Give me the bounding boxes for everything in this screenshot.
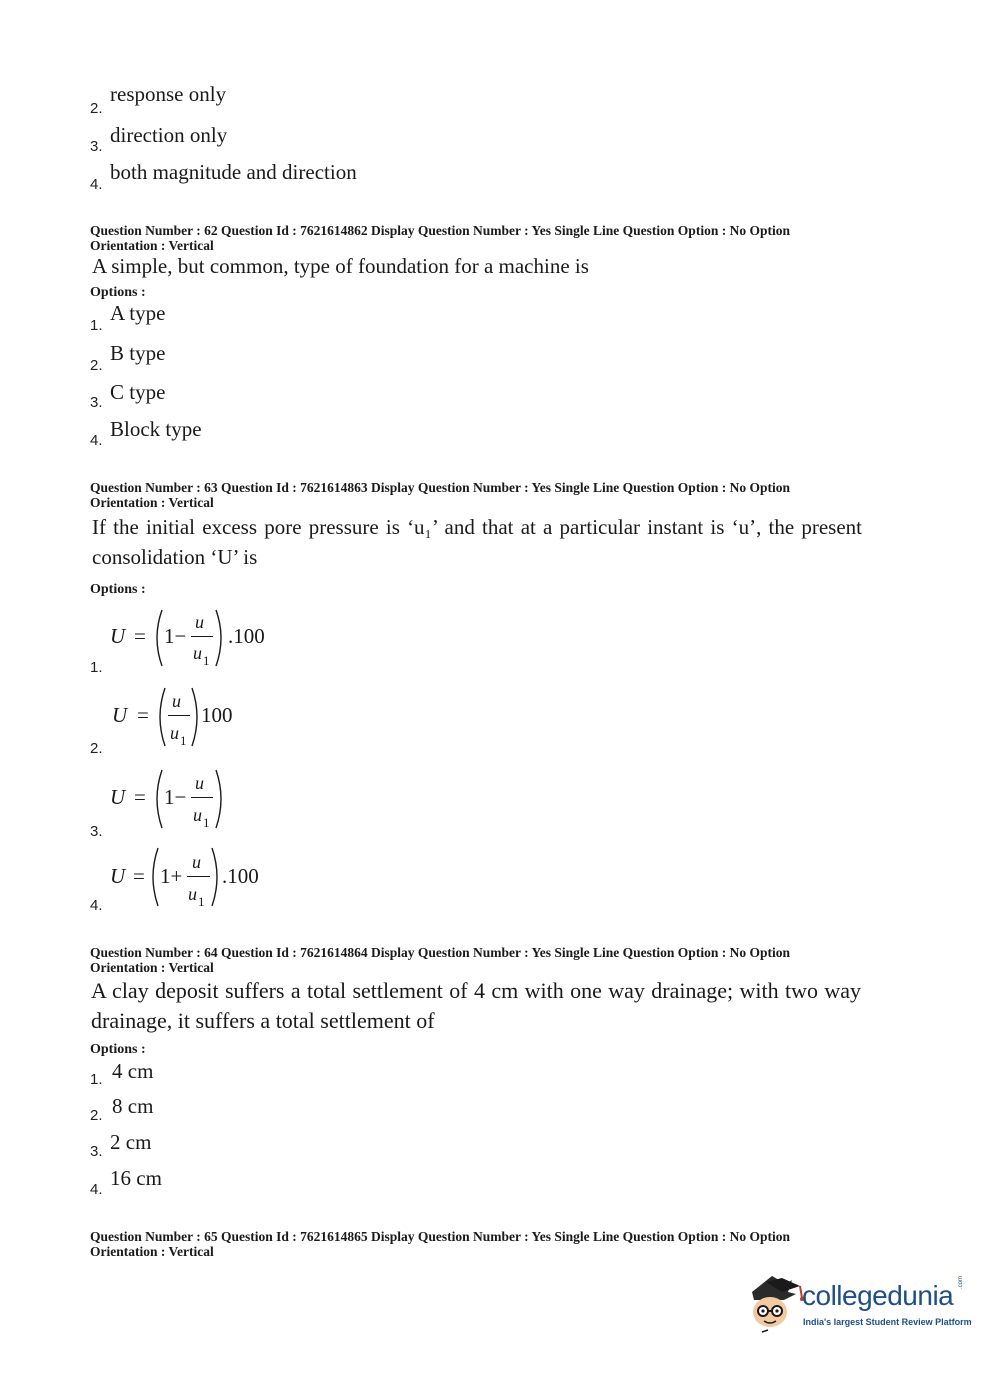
left-paren <box>150 608 164 668</box>
options-label: Options : <box>90 582 146 597</box>
fraction-subscript: 1 <box>198 894 205 909</box>
brand-name: collegedunia <box>802 1280 954 1311</box>
meta-line-1: Question Number : 64 Question Id : 7621614864 Display Question Number : Yes Single Line Question Option : No Option <box>90 945 790 960</box>
meta-line-2: Orientation : Vertical <box>90 495 214 510</box>
right-paren <box>214 608 228 668</box>
meta-line-2: Orientation : Vertical <box>90 238 214 253</box>
fraction-bar <box>191 797 213 798</box>
option-number: 2. <box>90 100 103 117</box>
question-text: A simple, but common, type of foundation for a machine is <box>92 254 589 278</box>
mascot-icon <box>742 1270 804 1338</box>
option-number: 4. <box>90 432 103 449</box>
fraction-numerator: u <box>195 612 204 632</box>
option-number: 2. <box>90 1107 103 1124</box>
options-label: Options : <box>90 285 146 300</box>
meta-line-1: Question Number : 63 Question Id : 7621614863 Display Question Number : Yes Single Line Question Option : No Option <box>90 480 790 495</box>
left-paren <box>146 846 160 908</box>
fraction-denominator: u <box>170 723 179 743</box>
option-text: Block type <box>110 417 202 441</box>
option-text: C type <box>110 380 166 404</box>
question-meta <box>90 945 860 975</box>
options-label: Options : <box>90 1042 146 1057</box>
formula-equals: = <box>134 624 146 648</box>
collegedunia-logo <box>742 1270 982 1340</box>
option-number: 4. <box>90 897 103 914</box>
option-text: both magnitude and direction <box>110 160 357 184</box>
formula-equals: = <box>134 785 146 809</box>
meta-line-1: Question Number : 62 Question Id : 7621614862 Display Question Number : Yes Single Line Question Option : No Option <box>90 223 790 238</box>
option-number: 4. <box>90 1181 103 1198</box>
option-text: 8 cm <box>112 1094 154 1118</box>
formula-lhs: U <box>112 703 128 727</box>
fraction-bar <box>191 636 213 637</box>
option-number: 3. <box>90 823 103 840</box>
option-number: 2. <box>90 357 103 374</box>
question-text: A clay deposit suffers a total settlement of 4 cm with one way drainage; with two way drainage, it suffers a total settlement of <box>91 978 861 1033</box>
formula-lhs: U <box>110 785 126 809</box>
brand-tagline: India's largest Student Review Platform <box>803 1317 972 1327</box>
option-text: B type <box>110 341 166 365</box>
option-text: 4 cm <box>112 1059 154 1083</box>
option-number: 1. <box>90 317 103 334</box>
option-number: 1. <box>90 1071 103 1088</box>
option-text: 2 cm <box>110 1130 152 1154</box>
option-number: 2. <box>90 740 103 757</box>
fraction-numerator: u <box>195 773 204 793</box>
fraction-subscript: 1 <box>180 733 187 748</box>
option-text: response only <box>110 82 227 106</box>
formula-equals: = <box>133 864 145 888</box>
meta-line-1: Question Number : 65 Question Id : 7621614865 Display Question Number : Yes Single Line Question Option : No Option <box>90 1229 790 1244</box>
fraction-subscript: 1 <box>203 815 210 830</box>
meta-line-2: Orientation : Vertical <box>90 1244 214 1259</box>
formula-equals: = <box>137 703 149 727</box>
fraction-numerator: u <box>192 852 201 872</box>
option-text: direction only <box>110 123 228 147</box>
option-number: 3. <box>90 1143 103 1160</box>
question-meta <box>90 223 860 253</box>
fraction-subscript: 1 <box>203 653 210 668</box>
fraction-denominator: u <box>193 805 202 825</box>
fraction-denominator: u <box>193 643 202 663</box>
formula-lhs: U <box>110 864 126 888</box>
fraction-bar <box>187 876 210 877</box>
option-text: 16 cm <box>110 1166 162 1190</box>
formula-tail: 100 <box>201 703 233 727</box>
brand-suffix: .com <box>958 1275 964 1289</box>
left-paren <box>150 768 164 830</box>
fraction-bar <box>168 715 190 716</box>
option-number: 1. <box>90 659 103 676</box>
formula-tail: .100 <box>228 624 265 648</box>
question-meta <box>90 480 860 510</box>
formula-tail: .100 <box>222 864 259 888</box>
formula-lead: 1− <box>164 624 187 648</box>
question-text: If the initial excess pore pressure is ‘u₁’ and that at a particular instant is ‘u’, the present consolidation ‘U’ is <box>92 515 862 569</box>
right-paren <box>214 768 228 830</box>
formula-lead: 1− <box>164 785 187 809</box>
option-number: 4. <box>90 176 103 193</box>
question-meta <box>90 1229 860 1259</box>
formula-lead: 1+ <box>160 864 183 888</box>
option-number: 3. <box>90 394 103 411</box>
fraction-numerator: u <box>172 691 181 711</box>
meta-line-2: Orientation : Vertical <box>90 960 214 975</box>
option-text: A type <box>110 301 166 325</box>
fraction-denominator: u <box>188 884 197 904</box>
option-number: 3. <box>90 138 103 155</box>
formula-lhs: U <box>110 624 126 648</box>
left-paren <box>153 686 167 748</box>
